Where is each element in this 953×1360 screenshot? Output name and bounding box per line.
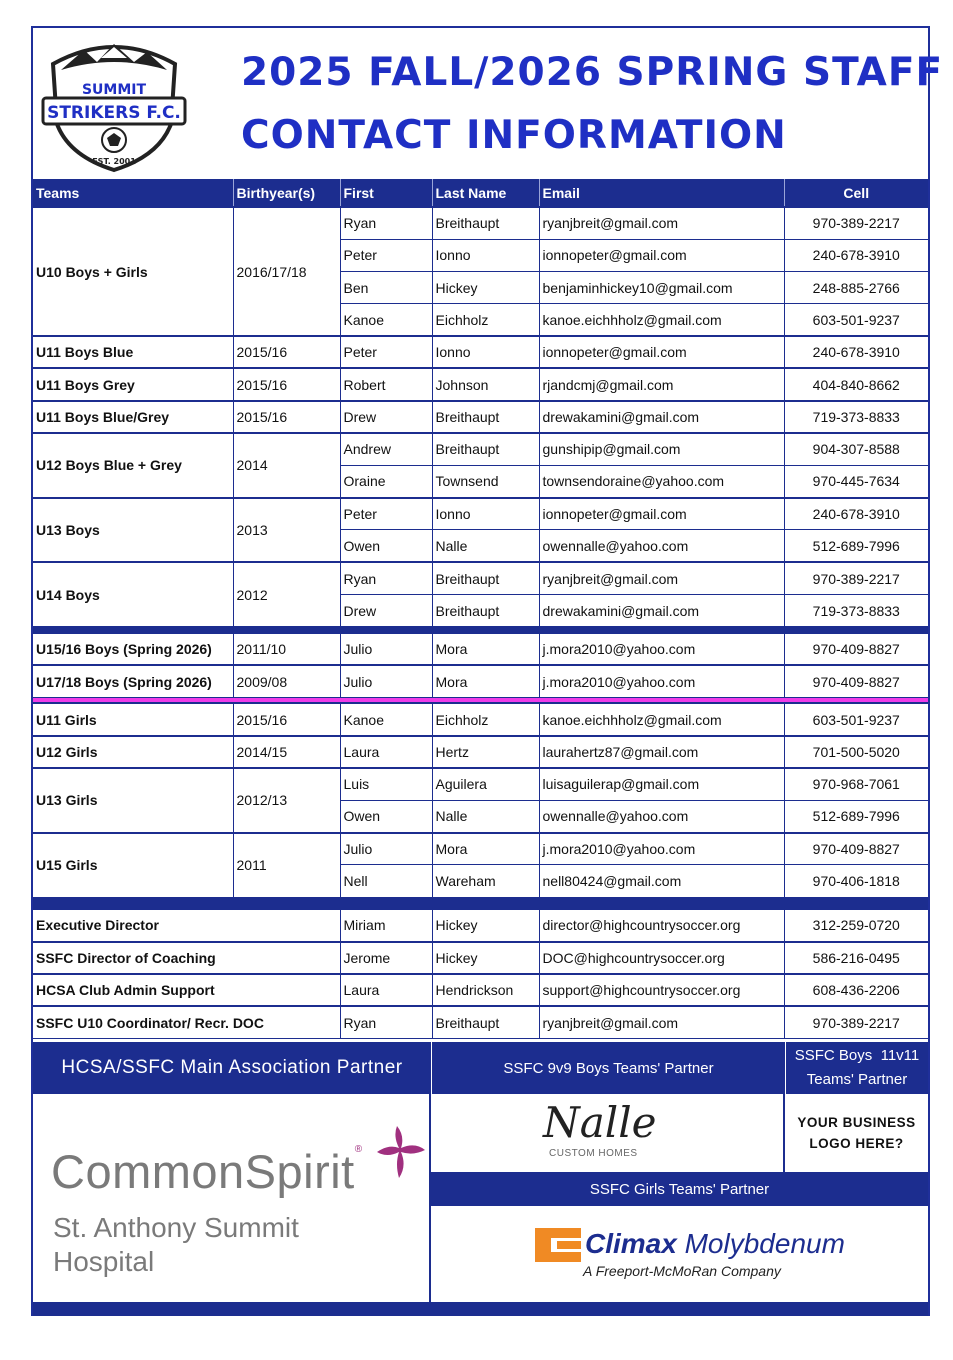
email-cell: j.mora2010@yahoo.com [539,633,784,665]
cell-phone-cell: 603-501-9237 [784,304,928,336]
partners-section [33,1042,928,1314]
your-logo-line2: LOGO HERE? [809,1136,904,1151]
last-name-cell: Breithaupt [432,562,539,594]
nalle-name: Nalle [543,1098,657,1147]
first-name-cell: Owen [340,800,432,832]
email-cell: townsendoraine@yahoo.com [539,465,784,497]
last-name-cell: Mora [432,665,539,697]
last-name-cell: Breithaupt [432,595,539,627]
page-title-line2: CONTACT INFORMATION [241,113,787,158]
table-row [33,433,928,465]
first-name-cell: Ryan [340,1006,432,1038]
email-cell: drewakamini@gmail.com [539,401,784,433]
girls-partner-label: SSFC Girls Teams' Partner [431,1172,928,1206]
main-partner-label: HCSA/SSFC Main Association Partner [33,1042,431,1094]
cell-phone-cell: 240-678-3910 [784,336,928,368]
first-name-cell: Drew [340,595,432,627]
logo-main-text: STRIKERS F.C. [47,103,181,123]
team-cell: U12 Boys Blue + Grey [33,433,233,498]
climax-logo [431,1206,928,1302]
climax-mark-icon [535,1228,581,1262]
team-cell: HCSA Club Admin Support [33,974,340,1006]
climax-name: Climax Molybdenum [585,1228,845,1259]
first-name-cell: Oraine [340,465,432,497]
last-name-cell: Nalle [432,530,539,562]
last-name-cell: Hickey [432,909,539,941]
first-name-cell: Miriam [340,909,432,941]
team-cell: U11 Boys Blue [33,336,233,368]
first-name-cell: Owen [340,530,432,562]
summit-strikers-logo [39,36,189,174]
table-row [33,942,928,974]
email-cell: benjaminhickey10@gmail.com [539,272,784,304]
first-name-cell: Andrew [340,433,432,465]
page-title-line1: 2025 FALL/2026 SPRING STAFF [241,50,944,95]
birthyear-cell: 2015/16 [233,336,340,368]
logo-top-text: SUMMIT [81,82,147,98]
col-header-email: Email [539,179,784,207]
table-header-row [33,179,928,207]
first-name-cell: Luis [340,768,432,800]
last-name-cell: Hickey [432,942,539,974]
birthyear-cell: 2016/17/18 [233,207,340,336]
boys-9v9-partner-label: SSFC 9v9 Boys Teams' Partner [431,1042,785,1094]
email-cell: owennalle@yahoo.com [539,800,784,832]
team-cell: U11 Boys Blue/Grey [33,401,233,433]
cell-phone-cell: 312-259-0720 [784,909,928,941]
table-row [33,703,928,735]
cell-phone-cell: 586-216-0495 [784,942,928,974]
cell-phone-cell: 970-445-7634 [784,465,928,497]
email-cell: laurahertz87@gmail.com [539,736,784,768]
birthyear-cell: 2009/08 [233,665,340,697]
table-row [33,633,928,665]
last-name-cell: Breithaupt [432,401,539,433]
birthyear-cell: 2011/10 [233,633,340,665]
climax-tagline: A Freeport-McMoRan Company [583,1263,781,1279]
email-cell: ryanjbreit@gmail.com [539,1006,784,1038]
nalle-sub: CUSTOM HOMES [549,1148,638,1159]
cell-phone-cell: 970-409-8827 [784,633,928,665]
email-cell: kanoe.eichhholz@gmail.com [539,703,784,735]
last-name-cell: Ionno [432,336,539,368]
boys-11v11-partner-label [785,1042,928,1094]
team-cell: U17/18 Boys (Spring 2026) [33,665,233,697]
cell-phone-cell: 970-389-2217 [784,562,928,594]
table-row [33,736,928,768]
last-name-cell: Hertz [432,736,539,768]
last-name-cell: Eichholz [432,304,539,336]
first-name-cell: Jerome [340,942,432,974]
email-cell: nell80424@gmail.com [539,865,784,897]
first-name-cell: Peter [340,239,432,271]
table-row [33,401,928,433]
email-cell: ionnopeter@gmail.com [539,336,784,368]
last-name-cell: Ionno [432,239,539,271]
cell-phone-cell: 719-373-8833 [784,595,928,627]
last-name-cell: Mora [432,633,539,665]
cell-phone-cell: 970-409-8827 [784,665,928,697]
team-cell: U11 Boys Grey [33,368,233,400]
cell-phone-cell: 701-500-5020 [784,736,928,768]
boys-11v11-line2: Teams' Partner [806,1071,908,1088]
last-name-cell: Breithaupt [432,207,539,239]
first-name-cell: Peter [340,498,432,530]
email-cell: j.mora2010@yahoo.com [539,833,784,865]
separator-cell [33,897,928,909]
first-name-cell: Ryan [340,562,432,594]
table-row [33,207,928,239]
first-name-cell: Kanoe [340,304,432,336]
team-cell: U14 Boys [33,562,233,627]
email-cell: drewakamini@gmail.com [539,595,784,627]
col-header-first: First [340,179,432,207]
last-name-cell: Hendrickson [432,974,539,1006]
cell-phone-cell: 904-307-8588 [784,433,928,465]
commonspirit-sub1: St. Anthony Summit [53,1212,299,1243]
table-body [33,207,928,1038]
your-business-logo-placeholder [785,1094,928,1172]
last-name-cell: Johnson [432,368,539,400]
cell-phone-cell: 248-885-2766 [784,272,928,304]
logo-est-text: EST. 2001 [92,157,136,166]
team-cell: U11 Girls [33,703,233,735]
birthyear-cell: 2012/13 [233,768,340,833]
birthyear-cell: 2015/16 [233,703,340,735]
team-cell: U13 Girls [33,768,233,833]
cell-phone-cell: 240-678-3910 [784,498,928,530]
team-cell: U12 Girls [33,736,233,768]
email-cell: ryanjbreit@gmail.com [539,207,784,239]
table-row [33,1006,928,1038]
cell-phone-cell: 404-840-8662 [784,368,928,400]
first-name-cell: Drew [340,401,432,433]
team-cell: U13 Boys [33,498,233,563]
email-cell: support@highcountrysoccer.org [539,974,784,1006]
email-cell: j.mora2010@yahoo.com [539,665,784,697]
first-name-cell: Julio [340,833,432,865]
cell-phone-cell: 970-389-2217 [784,1006,928,1038]
team-cell: SSFC U10 Coordinator/ Recr. DOC [33,1006,340,1038]
first-name-cell: Kanoe [340,703,432,735]
header [33,28,944,179]
section-separator [33,897,928,909]
email-cell: gunshipip@gmail.com [539,433,784,465]
table-row [33,768,928,800]
team-cell: U10 Boys + Girls [33,207,233,336]
nalle-logo [431,1094,785,1172]
cell-phone-cell: 970-968-7061 [784,768,928,800]
commonspirit-logo [33,1094,431,1302]
table-row [33,368,928,400]
commonspirit-sub2: Hospital [53,1246,155,1277]
first-name-cell: Julio [340,665,432,697]
last-name-cell: Mora [432,833,539,865]
email-cell: ionnopeter@gmail.com [539,239,784,271]
col-header-last-name: Last Name [432,179,539,207]
your-logo-line1: YOUR BUSINESS [797,1115,916,1130]
birthyear-cell: 2015/16 [233,368,340,400]
first-name-cell: Nell [340,865,432,897]
last-name-cell: Hickey [432,272,539,304]
first-name-cell: Laura [340,736,432,768]
table-row [33,909,928,941]
cell-phone-cell: 970-389-2217 [784,207,928,239]
table-row [33,665,928,697]
email-cell: rjandcmj@gmail.com [539,368,784,400]
team-cell: SSFC Director of Coaching [33,942,340,974]
table-row [33,974,928,1006]
birthyear-cell: 2015/16 [233,401,340,433]
table-row [33,336,928,368]
cell-phone-cell: 970-409-8827 [784,833,928,865]
boys-11v11-line1: SSFC Boys 11v11 [794,1047,920,1064]
commonspirit-cross-icon [375,1124,427,1180]
email-cell: luisaguilerap@gmail.com [539,768,784,800]
birthyear-cell: 2014 [233,433,340,498]
last-name-cell: Aguilera [432,768,539,800]
team-cell: Executive Director [33,909,340,941]
last-name-cell: Nalle [432,800,539,832]
col-header-cell: Cell [784,179,928,207]
email-cell: ionnopeter@gmail.com [539,498,784,530]
last-name-cell: Eichholz [432,703,539,735]
staff-contact-sheet [31,26,944,1316]
cell-phone-cell: 719-373-8833 [784,401,928,433]
cell-phone-cell: 240-678-3910 [784,239,928,271]
cell-phone-cell: 512-689-7996 [784,530,928,562]
cell-phone-cell: 608-436-2206 [784,974,928,1006]
commonspirit-name: CommonSpirit® [51,1144,363,1198]
first-name-cell: Ryan [340,207,432,239]
cell-phone-cell: 970-406-1818 [784,865,928,897]
col-header-birthyears: Birthyear(s) [233,179,340,207]
col-header-teams: Teams [33,179,233,207]
birthyear-cell: 2013 [233,498,340,563]
first-name-cell: Ben [340,272,432,304]
last-name-cell: Townsend [432,465,539,497]
bottom-bar [33,1302,928,1316]
email-cell: ryanjbreit@gmail.com [539,562,784,594]
last-name-cell: Breithaupt [432,433,539,465]
team-cell: U15/16 Boys (Spring 2026) [33,633,233,665]
team-cell: U15 Girls [33,833,233,898]
last-name-cell: Wareham [432,865,539,897]
table-row [33,833,928,865]
last-name-cell: Breithaupt [432,1006,539,1038]
birthyear-cell: 2011 [233,833,340,898]
contact-table [33,179,928,1039]
table-row [33,562,928,594]
email-cell: kanoe.eichhholz@gmail.com [539,304,784,336]
email-cell: director@highcountrysoccer.org [539,909,784,941]
cell-phone-cell: 603-501-9237 [784,703,928,735]
cell-phone-cell: 512-689-7996 [784,800,928,832]
email-cell: owennalle@yahoo.com [539,530,784,562]
first-name-cell: Robert [340,368,432,400]
first-name-cell: Peter [340,336,432,368]
first-name-cell: Julio [340,633,432,665]
first-name-cell: Laura [340,974,432,1006]
table-row [33,498,928,530]
email-cell: DOC@highcountrysoccer.org [539,942,784,974]
last-name-cell: Ionno [432,498,539,530]
birthyear-cell: 2012 [233,562,340,627]
birthyear-cell: 2014/15 [233,736,340,768]
